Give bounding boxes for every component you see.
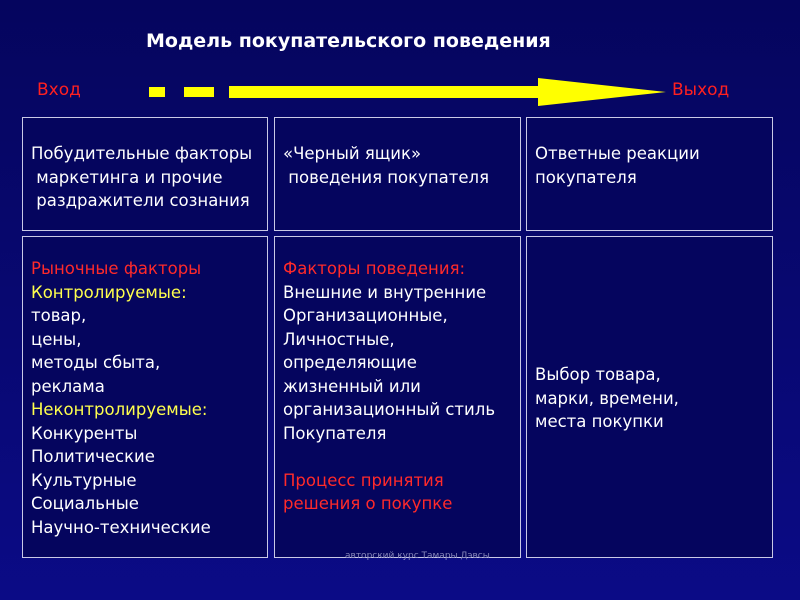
list-item	[283, 445, 520, 469]
input-label: Вход	[37, 80, 81, 100]
list-item: реклама	[31, 376, 105, 396]
list-item: Социальные	[31, 494, 139, 513]
stimuli-header-cell: Побудительные факторы маркетинга и прочие раздражители сознания	[22, 117, 268, 231]
list-item: жизненный или	[283, 376, 421, 396]
list-item: товар,	[31, 306, 87, 325]
list-item: определяющие	[283, 353, 417, 372]
slide-title: Модель покупательского поведения	[146, 30, 551, 52]
black-box-header-cell: «Черный ящик» поведения покупателя	[274, 117, 521, 231]
behavior-factors-cell	[274, 236, 521, 558]
arrow-head-icon	[538, 78, 666, 106]
purchase-choice-cell	[526, 236, 773, 558]
list-item: Культурные	[31, 470, 137, 490]
footer-credit: авторский курс Тамары Дэвсы	[345, 551, 490, 561]
list-item: Организационные,	[283, 306, 448, 325]
list-item: методы сбыта,	[31, 353, 161, 372]
list-item: Контролируемые:	[31, 282, 187, 302]
stimuli-factors-cell	[22, 236, 268, 558]
list-item: Процесс принятия	[283, 470, 444, 490]
list-item: Факторы поведения:	[283, 259, 466, 278]
list-item: Конкуренты	[31, 423, 138, 443]
arrow-shaft	[229, 86, 539, 98]
arrow-dash-short	[149, 87, 165, 97]
list-item: Выбор товара,	[535, 365, 661, 384]
list-item: организационный стиль	[283, 400, 496, 419]
list-item: Научно-технические	[31, 517, 211, 537]
list-item: Неконтролируемые:	[31, 400, 208, 419]
list-item: места покупки	[535, 412, 664, 431]
list-item: Покупателя	[283, 423, 387, 443]
list-item: марки, времени,	[535, 388, 679, 408]
list-item: Внешние и внутренние	[283, 282, 487, 302]
output-label: Выход	[672, 80, 730, 100]
list-item: решения о покупке	[283, 494, 453, 513]
arrow-dash-long	[184, 87, 214, 97]
list-item: Рыночные факторы	[31, 259, 202, 278]
list-item: Политические	[31, 447, 155, 466]
list-item: Личностные,	[283, 329, 395, 349]
list-item: цены,	[31, 329, 82, 349]
responses-header-cell: Ответные реакции покупателя	[526, 117, 773, 231]
